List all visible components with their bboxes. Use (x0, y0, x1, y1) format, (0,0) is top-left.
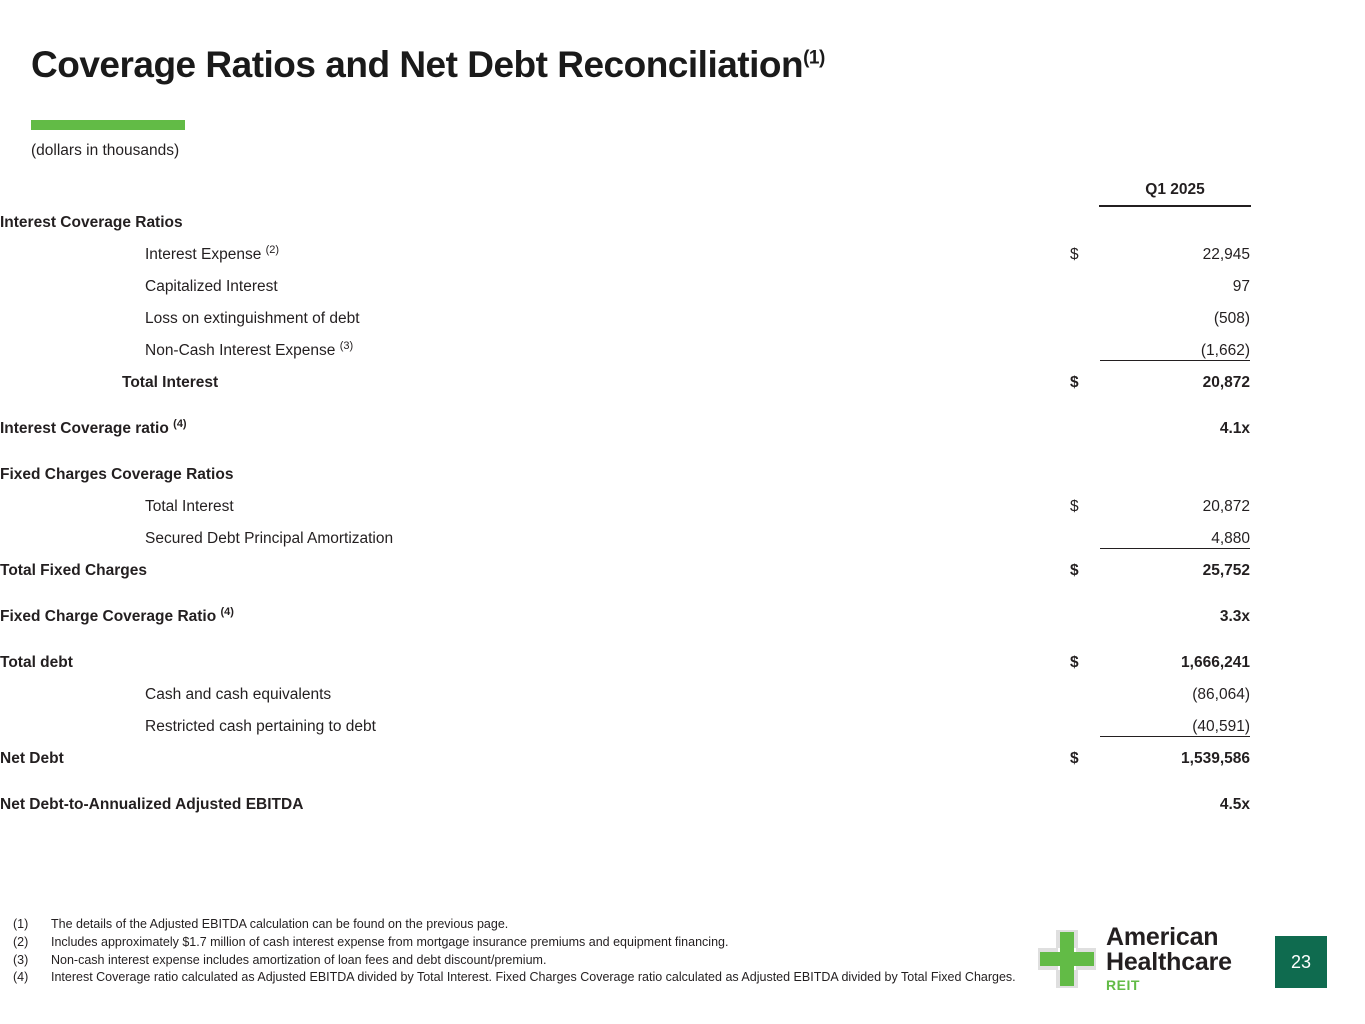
page-title-text: Coverage Ratios and Net Debt Reconciliation (31, 44, 804, 85)
footnote-text: Non-cash interest expense includes amortization of loan fees and debt discount/premium. (51, 952, 547, 967)
footnote-item (13, 969, 1033, 987)
row-label (0, 406, 1070, 438)
row-currency (1070, 296, 1100, 328)
row-label-superscript: (2) (265, 243, 280, 256)
financial-table-area (0, 178, 1365, 814)
row-value: 20,872 (1202, 498, 1250, 515)
footnote-text: The details of the Adjusted EBITDA calculation can be found on the previous page. (51, 917, 509, 931)
brand-wordmark (1106, 925, 1232, 992)
table-row (0, 328, 1250, 360)
row-currency (1070, 264, 1100, 296)
footnote-text: Interest Coverage ratio calculated as Adjusted EBITDA divided by Total Interest. Fixed Charges Coverage ratio calculated as Adjusted EBITDA divided by Total Fixed Charges. (51, 970, 1016, 985)
row-value: 1,666,241 (1181, 654, 1250, 671)
footnote-text: Includes approximately $1.7 million of cash interest expense from mortgage insurance premiums and equipment financing. (51, 934, 729, 949)
row-value: (508) (1213, 310, 1250, 327)
table-row (0, 264, 1250, 296)
row-label-text: Fixed Charge Coverage Ratio (0, 608, 221, 625)
table-spacer (0, 626, 1250, 640)
cross-logo-icon (1038, 930, 1096, 988)
table-spacer (0, 178, 1250, 200)
row-value: 22,945 (1202, 246, 1250, 263)
footnotes (13, 916, 1033, 987)
row-label (0, 594, 1070, 626)
row-label: Secured Debt Principal Amortization (145, 530, 394, 547)
row-value: 4.5x (1219, 796, 1250, 813)
row-currency: $ (1070, 374, 1079, 391)
row-value: 20,872 (1202, 374, 1250, 391)
row-label: Cash and cash equivalents (145, 686, 332, 703)
table-row (0, 484, 1250, 516)
row-label: Interest Coverage Ratios (0, 214, 183, 231)
row-value: 4.1x (1219, 420, 1250, 437)
table-row (0, 594, 1250, 626)
row-value: 3.3x (1219, 608, 1250, 625)
brand-line-1: American (1106, 923, 1219, 951)
row-value: (40,591) (1100, 704, 1250, 736)
table-row (0, 360, 1250, 392)
row-label (0, 232, 1070, 264)
row-label-text: Non-Cash Interest Expense (145, 342, 340, 359)
page-title-superscript: (1) (803, 47, 825, 69)
row-label: Total debt (0, 654, 73, 671)
row-value: 97 (1232, 278, 1250, 295)
units-subtitle: (dollars in thousands) (31, 142, 180, 159)
row-currency (1070, 516, 1100, 548)
row-value: (86,064) (1192, 686, 1250, 703)
footnote-number: (1) (13, 917, 29, 931)
row-currency: $ (1070, 654, 1079, 671)
row-currency (1070, 704, 1100, 736)
row-label: Restricted cash pertaining to debt (145, 718, 376, 735)
table-spacer (0, 580, 1250, 594)
table-spacer (0, 392, 1250, 406)
row-label-text: Interest Expense (145, 246, 266, 263)
row-currency: $ (1070, 750, 1079, 767)
table-row (0, 452, 1250, 484)
table-row (0, 548, 1250, 580)
row-currency (1070, 672, 1100, 704)
financial-table (0, 178, 1250, 814)
row-label: Total Fixed Charges (0, 562, 147, 579)
table-spacer (0, 768, 1250, 782)
row-currency: $ (1070, 246, 1079, 263)
table-row (0, 516, 1250, 548)
table-row (0, 704, 1250, 736)
row-label-superscript: (4) (220, 605, 234, 618)
brand-line-3: REIT (1106, 977, 1140, 993)
row-label-text: Interest Coverage ratio (0, 420, 174, 437)
table-row (0, 640, 1250, 672)
table-row (0, 406, 1250, 438)
footnote-item (13, 934, 1033, 952)
row-label: Net Debt-to-Annualized Adjusted EBITDA (0, 796, 304, 813)
row-value (1100, 200, 1250, 232)
table-spacer (0, 438, 1250, 452)
row-value: 1,539,586 (1181, 750, 1250, 767)
table-row (0, 232, 1250, 264)
row-currency (1070, 782, 1100, 814)
brand-logo (1038, 925, 1232, 992)
row-label: Fixed Charges Coverage Ratios (0, 466, 234, 483)
row-currency (1070, 200, 1100, 232)
row-currency (1070, 594, 1100, 626)
footnote-item (13, 952, 1033, 970)
footnote-item (13, 916, 1033, 934)
row-value: 25,752 (1202, 562, 1250, 579)
column-header-q1-2025: Q1 2025 (1145, 181, 1205, 198)
footnote-number: (2) (13, 934, 29, 949)
row-value: 4,880 (1100, 516, 1250, 548)
row-label: Net Debt (0, 750, 64, 767)
brand-line-2: Healthcare (1106, 948, 1232, 976)
table-row (0, 200, 1250, 232)
row-currency (1070, 406, 1100, 438)
row-value (1100, 452, 1250, 484)
table-row (0, 736, 1250, 768)
row-value: (1,662) (1100, 328, 1250, 360)
row-label: Total Interest (122, 374, 219, 391)
footnote-number: (3) (13, 952, 29, 967)
footnote-number: (4) (13, 970, 29, 985)
row-label: Capitalized Interest (145, 278, 278, 295)
row-label-superscript: (4) (173, 417, 187, 430)
page-number-badge: 23 (1275, 936, 1327, 988)
row-label: Loss on extinguishment of debt (145, 310, 360, 327)
row-currency: $ (1070, 498, 1079, 515)
row-label-superscript: (3) (339, 339, 354, 352)
row-currency (1070, 452, 1100, 484)
row-currency: $ (1070, 562, 1079, 579)
row-label: Total Interest (145, 498, 234, 515)
row-currency (1070, 328, 1100, 360)
table-row (0, 782, 1250, 814)
accent-rule (31, 120, 185, 130)
table-row (0, 296, 1250, 328)
table-row (0, 672, 1250, 704)
page-title (31, 44, 825, 86)
row-label (0, 328, 1070, 360)
